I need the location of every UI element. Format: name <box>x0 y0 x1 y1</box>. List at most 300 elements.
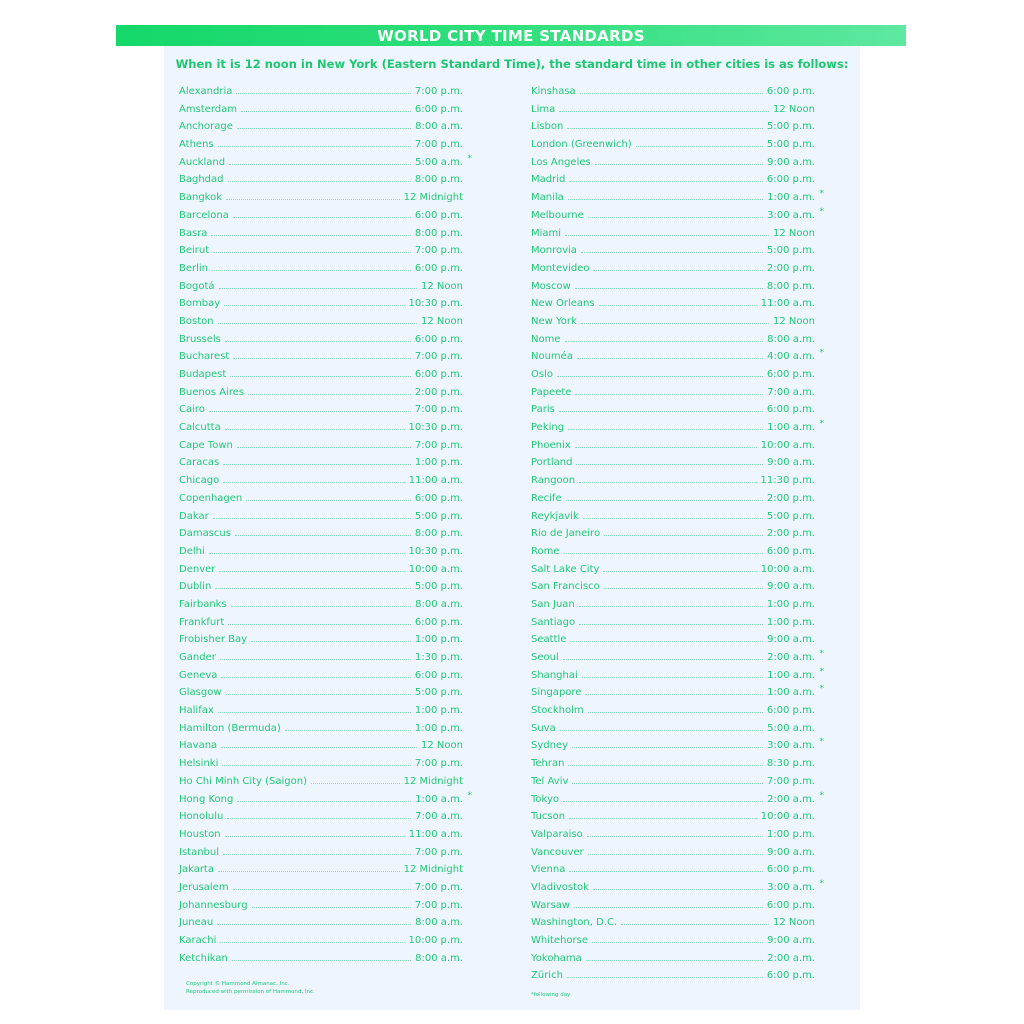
city-time: 10:00 p.m. <box>408 935 463 946</box>
city-name: Alexandria <box>179 86 233 97</box>
following-day-marker: * <box>467 790 472 801</box>
city-time-row <box>179 702 463 720</box>
city-time-row <box>179 631 463 649</box>
dot-leader <box>221 737 417 748</box>
city-time-row <box>531 861 815 879</box>
dot-leader <box>224 295 404 306</box>
city-time: 1:00 p.m. <box>414 634 463 646</box>
dot-leader <box>232 950 411 961</box>
city-name: Ketchikan <box>179 952 228 964</box>
city-time: 5:00 p.m. <box>414 510 463 522</box>
city-time-row <box>179 596 463 614</box>
city-time: 8:30 p.m. <box>766 758 815 770</box>
city-name: Delhi <box>179 545 205 557</box>
city-time-row <box>531 401 815 419</box>
dot-leader <box>569 808 757 819</box>
city-time: 6:00 p.m. <box>766 86 815 97</box>
dot-leader <box>567 967 763 978</box>
dot-leader <box>567 118 763 129</box>
city-name: Madrid <box>531 174 566 186</box>
city-name: Bombay <box>179 298 221 310</box>
dot-leader <box>557 366 763 377</box>
dot-leader <box>575 437 757 448</box>
content-panel <box>164 46 860 1010</box>
city-time-row <box>531 366 815 384</box>
city-name: Barcelona <box>179 209 229 221</box>
dot-leader <box>570 631 763 642</box>
dot-leader <box>225 826 405 837</box>
city-name: Kinshasa <box>531 86 576 97</box>
copyright-line-1: Copyright © Hammond Almanac, Inc. <box>186 981 290 987</box>
city-time-row <box>179 313 463 331</box>
city-time: 1:00 a.m. <box>767 669 815 681</box>
city-name: Paris <box>531 404 555 416</box>
city-name: Sydney <box>531 740 569 752</box>
city-time: 3:00 a.m. <box>767 740 815 752</box>
city-time-row <box>531 790 824 809</box>
dot-leader <box>236 83 411 94</box>
dot-leader <box>246 490 411 501</box>
city-time-row <box>179 384 463 402</box>
city-time: 6:00 p.m. <box>766 545 815 557</box>
dot-leader <box>588 207 763 218</box>
city-time-row <box>179 225 463 243</box>
dot-leader <box>588 702 763 713</box>
city-time: 9:00 a.m. <box>767 935 815 946</box>
city-time: 7:00 p.m. <box>766 775 815 787</box>
city-time-row <box>179 790 472 809</box>
city-name: Tokyo <box>531 793 559 805</box>
city-name: Budapest <box>179 369 227 380</box>
city-name: Halifax <box>179 705 214 717</box>
city-time-row <box>531 878 824 897</box>
city-time-row <box>531 967 815 985</box>
city-name: Washington, D.C. <box>531 917 618 929</box>
city-name: Rome <box>531 545 560 557</box>
city-time: 8:00 a.m. <box>415 917 463 929</box>
city-name: Rio de Janeiro <box>531 528 601 540</box>
dot-leader <box>231 596 411 607</box>
city-name: Istanbul <box>179 846 220 858</box>
dot-leader <box>225 419 405 430</box>
city-time-row <box>179 561 463 579</box>
city-name: Buenos Aires <box>179 386 245 398</box>
city-name: Karachi <box>179 935 217 946</box>
dot-leader <box>593 260 762 271</box>
city-time: 8:00 p.m. <box>766 280 815 292</box>
dot-leader <box>218 313 417 324</box>
city-time: 7:00 p.m. <box>414 139 463 151</box>
city-name: Anchorage <box>179 121 233 133</box>
city-time: 9:00 a.m. <box>767 156 815 168</box>
city-time-row <box>179 401 463 419</box>
city-name: Beirut <box>179 245 210 257</box>
city-name: Bogotá <box>179 280 215 292</box>
dot-leader <box>575 384 763 395</box>
city-name: Whitehorse <box>531 935 589 946</box>
following-day-marker: * <box>819 666 824 677</box>
city-time-row <box>179 897 463 915</box>
dot-leader <box>564 543 763 554</box>
city-time-row <box>531 508 815 526</box>
city-time-row <box>179 171 463 189</box>
following-day-marker: * <box>819 684 824 695</box>
left-city-column <box>179 83 472 967</box>
city-name: Athens <box>179 139 214 151</box>
copyright-notice <box>186 980 315 996</box>
following-day-marker: * <box>819 419 824 430</box>
dot-leader <box>583 508 763 519</box>
dot-leader <box>285 720 411 731</box>
dot-leader <box>213 242 411 253</box>
city-time: 1:00 a.m. <box>767 422 815 434</box>
city-time-row <box>179 578 463 596</box>
city-time: 10:00 a.m. <box>408 563 463 575</box>
city-name: Seattle <box>531 634 567 646</box>
city-time-row <box>531 950 815 968</box>
city-time-row <box>179 932 463 950</box>
right-city-column <box>531 83 824 985</box>
city-name: Nouméa <box>531 351 573 363</box>
city-name: Melbourne <box>531 209 584 221</box>
following-day-marker: * <box>819 790 824 801</box>
city-name: Jakarta <box>179 864 214 876</box>
city-time: 7:00 a.m. <box>767 386 815 398</box>
dot-leader <box>582 667 763 678</box>
dot-leader <box>229 154 411 165</box>
city-time-row <box>531 773 815 791</box>
city-name: Yokohama <box>531 952 582 964</box>
city-name: Tucson <box>531 811 566 823</box>
dot-leader <box>568 755 762 766</box>
city-time: 2:00 p.m. <box>766 262 815 274</box>
dot-leader <box>560 720 763 731</box>
city-time-row <box>179 543 463 561</box>
city-time-row <box>531 755 815 773</box>
city-name: Stockholm <box>531 705 584 717</box>
dot-leader <box>209 543 405 554</box>
dot-leader <box>233 207 411 218</box>
city-name: Houston <box>179 828 221 840</box>
city-time-row <box>531 897 815 915</box>
city-time-row <box>179 118 463 136</box>
city-time-row <box>179 844 463 862</box>
dot-leader <box>241 101 411 112</box>
city-time-row <box>531 136 815 154</box>
dot-leader <box>223 472 405 483</box>
dot-leader <box>588 844 763 855</box>
dot-leader <box>212 260 411 271</box>
following-day-marker: * <box>819 649 824 659</box>
city-name: Shanghai <box>531 669 578 681</box>
city-name: Portland <box>531 457 573 469</box>
following-day-marker: * <box>819 189 824 200</box>
following-day-marker: * <box>467 153 472 164</box>
dot-leader <box>586 950 763 961</box>
city-time-row <box>179 348 463 366</box>
title-banner <box>116 25 906 46</box>
dot-leader <box>579 614 763 625</box>
city-name: Suva <box>531 722 556 734</box>
city-time: 7:00 p.m. <box>414 86 463 97</box>
city-time-row <box>531 419 824 437</box>
city-name: Denver <box>179 563 216 575</box>
dot-leader <box>237 791 411 802</box>
city-time: 11:30 p.m. <box>760 475 815 487</box>
dot-leader <box>213 508 411 519</box>
dot-leader <box>574 897 763 908</box>
dot-leader <box>219 278 418 289</box>
dot-leader <box>248 384 411 395</box>
dot-leader <box>592 932 763 943</box>
city-time-row <box>531 561 815 579</box>
city-time-row <box>531 737 824 755</box>
dot-leader <box>593 879 763 890</box>
page-title: WORLD CITY TIME STANDARDS <box>377 27 645 45</box>
city-time: 1:00 p.m. <box>414 722 463 734</box>
dot-leader <box>237 437 411 448</box>
city-name: Warsaw <box>531 899 571 911</box>
city-name: Honolulu <box>179 811 224 823</box>
city-name: Helsinki <box>179 758 219 770</box>
dot-leader <box>218 702 411 713</box>
city-time-row <box>531 348 824 366</box>
city-name: Dublin <box>179 581 212 593</box>
dot-leader <box>227 808 411 819</box>
city-time-row <box>179 295 463 313</box>
city-time: 1:00 a.m. <box>767 687 815 699</box>
dot-leader <box>572 737 763 748</box>
city-time-row <box>531 472 815 490</box>
city-time-row <box>179 826 463 844</box>
city-name: Manila <box>531 192 564 204</box>
city-time: 2:00 p.m. <box>414 386 463 398</box>
dot-leader <box>311 773 400 784</box>
city-time: 10:30 p.m. <box>408 422 463 434</box>
city-time-row <box>531 649 824 667</box>
city-time: 9:00 a.m. <box>767 846 815 858</box>
dot-leader <box>579 596 763 607</box>
dot-leader <box>563 649 763 660</box>
city-time: 7:00 p.m. <box>414 351 463 363</box>
city-time: 8:00 a.m. <box>415 598 463 610</box>
city-time: 10:00 a.m. <box>760 811 815 823</box>
city-time: 5:00 p.m. <box>766 139 815 151</box>
city-time: 6:00 p.m. <box>766 174 815 186</box>
city-time: 6:00 p.m. <box>766 970 815 982</box>
city-time: 12 Noon <box>773 315 815 327</box>
city-time-row <box>531 808 815 826</box>
city-time-row <box>179 755 463 773</box>
dot-leader <box>219 561 404 572</box>
city-name: Johannesburg <box>179 899 248 911</box>
city-time-row <box>531 684 824 702</box>
page-subtitle: When it is 12 noon in New York (Eastern Standard Time), the standard time in other cities is as follows: <box>175 57 849 71</box>
city-name: Fairbanks <box>179 598 227 610</box>
city-time-row <box>531 932 815 950</box>
dot-leader <box>226 189 400 200</box>
dot-leader <box>218 861 400 872</box>
dot-leader <box>217 914 411 925</box>
city-name: Oslo <box>531 369 553 380</box>
city-time: 2:00 a.m. <box>767 952 815 964</box>
city-time-row <box>179 720 463 738</box>
dot-leader <box>215 578 411 589</box>
city-time: 5:00 a.m. <box>767 722 815 734</box>
city-time: 12 Noon <box>773 103 815 115</box>
dot-leader <box>559 401 763 412</box>
city-time: 6:00 p.m. <box>414 669 463 681</box>
city-time-row <box>179 508 463 526</box>
city-time-row <box>531 596 815 614</box>
dot-leader <box>235 525 411 536</box>
city-time: 11:00 a.m. <box>760 298 815 310</box>
city-time-row <box>179 773 463 791</box>
city-time-row <box>531 313 815 331</box>
city-time: 2:00 a.m. <box>767 793 815 805</box>
dot-leader <box>228 171 411 182</box>
city-time: 6:00 p.m. <box>414 262 463 274</box>
city-name: Auckland <box>179 156 226 168</box>
dot-leader <box>580 83 763 94</box>
city-name: Seoul <box>531 652 559 663</box>
city-time: 4:00 a.m. <box>767 351 815 363</box>
dot-leader <box>230 366 411 377</box>
city-time: 1:30 p.m. <box>414 652 463 663</box>
city-time-row <box>179 366 463 384</box>
city-name: San Juan <box>531 598 575 610</box>
city-name: Brussels <box>179 333 221 345</box>
city-time: 2:00 a.m. <box>767 652 815 663</box>
city-time-row <box>179 879 463 897</box>
city-time: 8:00 p.m. <box>414 174 463 186</box>
city-time: 5:00 p.m. <box>766 245 815 257</box>
city-time: 10:00 a.m. <box>760 439 815 451</box>
dot-leader <box>237 118 411 129</box>
dot-leader <box>587 826 763 837</box>
city-time: 10:30 p.m. <box>408 298 463 310</box>
city-time: 8:00 a.m. <box>767 333 815 345</box>
city-time-row <box>179 207 463 225</box>
city-name: Tehran <box>531 758 565 770</box>
city-time: 9:00 a.m. <box>767 634 815 646</box>
city-time-row <box>531 666 824 685</box>
city-time: 12 Midnight <box>403 775 463 787</box>
city-time-row <box>531 225 815 243</box>
city-time: 1:00 p.m. <box>766 828 815 840</box>
footnote: *following day <box>531 992 571 998</box>
dot-leader <box>603 561 756 572</box>
city-name: Papeete <box>531 386 572 398</box>
city-time-row <box>179 684 463 702</box>
city-time-row <box>531 490 815 508</box>
city-time: 11:00 a.m. <box>408 828 463 840</box>
dot-leader <box>222 755 411 766</box>
city-name: Reykjavik <box>531 510 579 522</box>
city-name: Lima <box>531 103 556 115</box>
city-time: 5:00 p.m. <box>766 121 815 133</box>
dot-leader <box>604 525 763 536</box>
city-time-row <box>179 242 463 260</box>
dot-leader <box>225 331 411 342</box>
city-time-row <box>531 384 815 402</box>
city-time: 10:30 p.m. <box>408 545 463 557</box>
dot-leader <box>251 631 411 642</box>
city-name: Havana <box>179 740 218 752</box>
city-time-row <box>179 437 463 455</box>
dot-leader <box>576 454 763 465</box>
city-time-row <box>179 83 463 101</box>
city-name: Recife <box>531 492 562 504</box>
city-name: Nome <box>531 333 561 345</box>
city-time: 7:00 p.m. <box>414 245 463 257</box>
city-time-row <box>179 278 463 296</box>
city-time-row <box>179 525 463 543</box>
city-time: 8:00 a.m. <box>415 952 463 964</box>
city-name: Damascus <box>179 528 231 540</box>
city-time: 11:00 a.m. <box>408 475 463 487</box>
city-time-row <box>531 189 824 207</box>
dot-leader <box>581 313 769 324</box>
city-name: Peking <box>531 422 565 434</box>
city-name: Los Angeles <box>531 156 591 168</box>
city-name: Amsterdam <box>179 103 238 115</box>
city-name: Chicago <box>179 475 220 487</box>
city-time-row <box>179 861 463 879</box>
city-time: 3:00 a.m. <box>767 209 815 221</box>
city-name: Monrovia <box>531 245 577 257</box>
city-time: 9:00 a.m. <box>767 457 815 469</box>
city-name: Berlin <box>179 262 209 274</box>
city-time: 6:00 p.m. <box>766 864 815 876</box>
city-time-row <box>179 490 463 508</box>
city-name: Hong Kong <box>179 793 234 805</box>
city-time-row <box>179 419 463 437</box>
city-time-row <box>179 153 472 172</box>
city-time: 6:00 p.m. <box>414 209 463 221</box>
city-time: 7:00 p.m. <box>414 439 463 451</box>
city-time: 1:00 p.m. <box>766 598 815 610</box>
dot-leader <box>559 101 769 112</box>
city-name: Frankfurt <box>179 616 225 628</box>
dot-leader <box>221 667 410 678</box>
city-time: 1:00 p.m. <box>414 705 463 717</box>
city-name: Moscow <box>531 280 571 292</box>
city-time: 3:00 a.m. <box>767 881 815 893</box>
city-time-row <box>179 649 463 667</box>
dot-leader <box>563 791 763 802</box>
city-name: Calcutta <box>179 422 221 434</box>
city-time-row <box>531 702 815 720</box>
city-time: 6:00 p.m. <box>414 369 463 380</box>
dot-leader <box>233 348 411 359</box>
city-name: Lisbon <box>531 121 564 133</box>
city-time-row <box>179 808 463 826</box>
city-time-row <box>179 136 463 154</box>
dot-leader <box>252 897 411 908</box>
city-time-row <box>179 454 463 472</box>
city-name: Boston <box>179 315 214 327</box>
dot-leader <box>569 171 763 182</box>
city-time: 1:00 p.m. <box>414 457 463 469</box>
city-time: 6:00 p.m. <box>766 404 815 416</box>
city-time-row <box>531 454 815 472</box>
city-name: Gander <box>179 652 216 663</box>
city-name: Phoenix <box>531 439 571 451</box>
city-time-row <box>531 844 815 862</box>
city-time-row <box>179 737 463 755</box>
city-name: Caracas <box>179 457 220 469</box>
